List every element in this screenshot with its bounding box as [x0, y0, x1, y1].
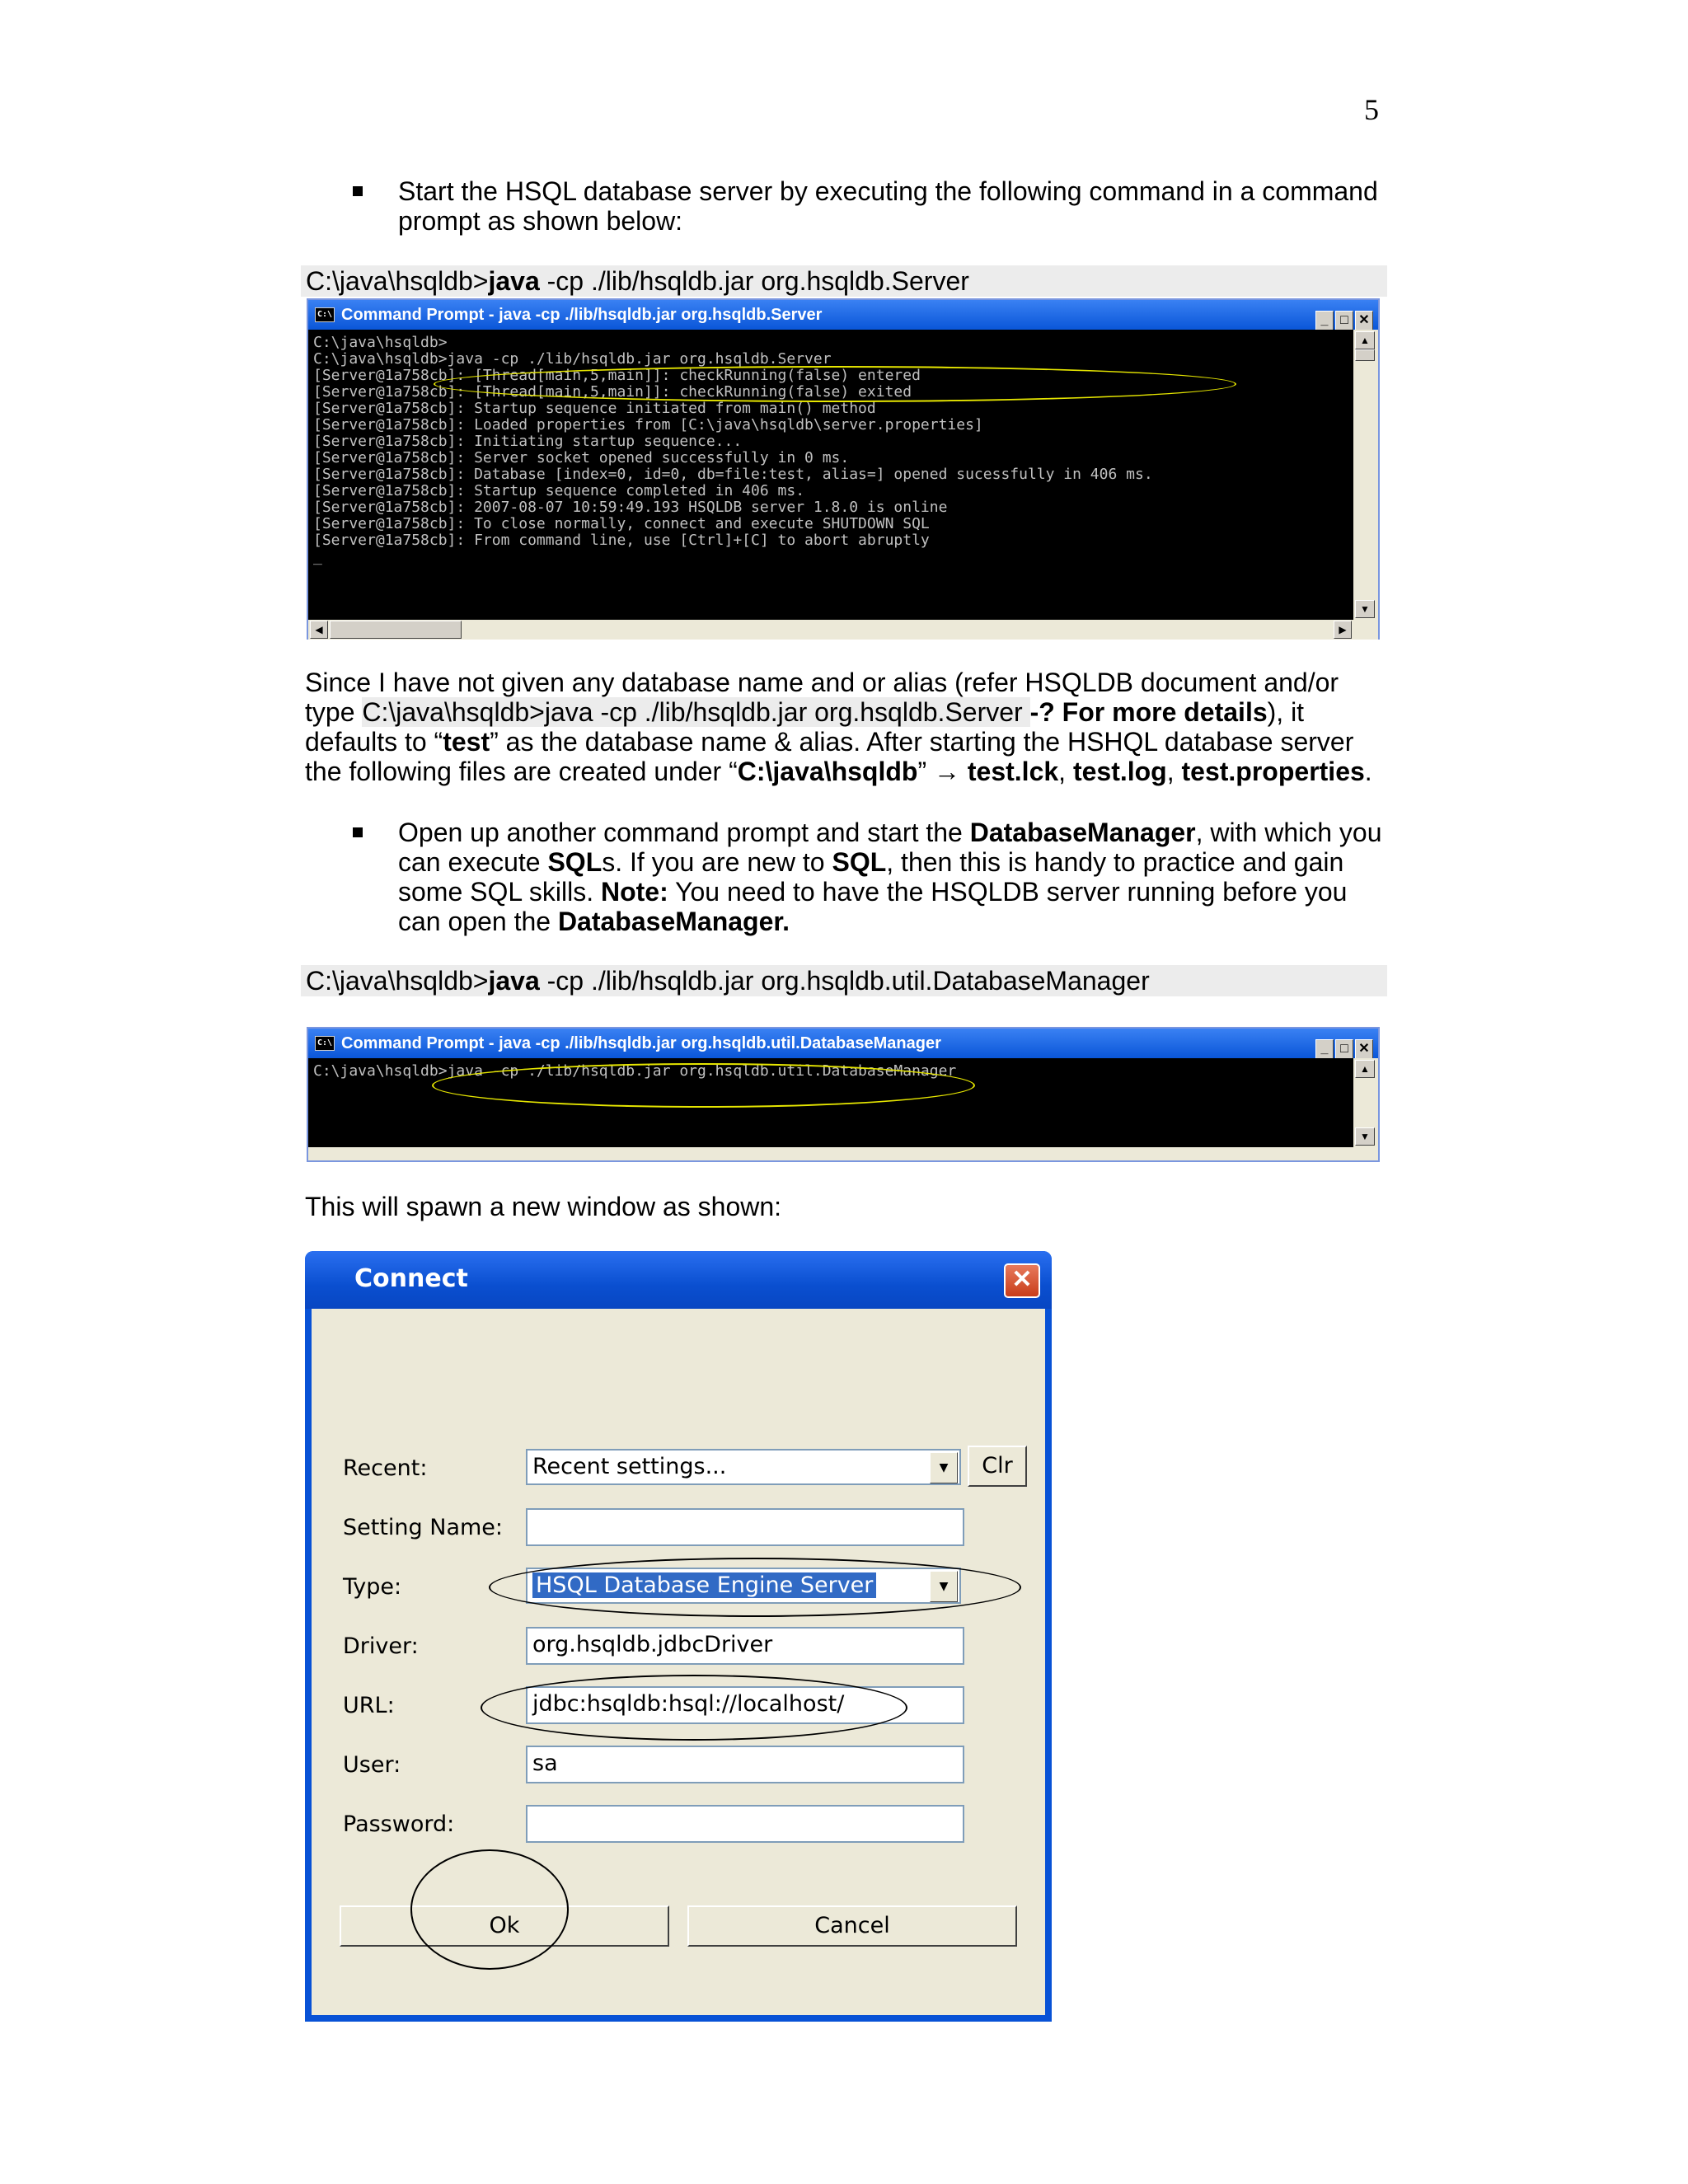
console-line: C:\java\hsqldb>java -cp ./lib/hsqldb.jar org.hsqldb.Server	[313, 350, 832, 368]
bullet-text: Start the HSQL database server by executing the following command in a command prompt as shown below:	[398, 176, 1378, 236]
console-line: [Server@1a758cb]: Initiating startup sequence...	[313, 433, 743, 450]
command-args: -cp ./lib/hsqldb.jar org.hsqldb.Server	[539, 266, 969, 296]
console-icon: C:\	[315, 1036, 335, 1051]
scroll-up-icon[interactable]: ▲	[1355, 331, 1375, 349]
maximize-button[interactable]: □	[1335, 1039, 1353, 1058]
command-prompt-window-manager	[307, 1027, 1380, 1162]
bullet-bold: DatabaseManager.	[557, 907, 790, 936]
window-title: Command Prompt - java -cp ./lib/hsqldb.jar org.hsqldb.Server	[341, 306, 823, 324]
horizontal-scrollbar[interactable]	[308, 1147, 1378, 1160]
highlight-oval	[432, 1063, 975, 1108]
scroll-down-icon[interactable]: ▼	[1355, 600, 1375, 618]
console-line: C:\java\hsqldb>	[313, 334, 448, 351]
bullet-bold: DatabaseManager	[969, 818, 1196, 847]
close-button[interactable]: ✕	[1004, 1263, 1040, 1298]
para-text: .	[1364, 757, 1372, 786]
ok-button[interactable]: Ok	[340, 1905, 669, 1947]
ok-highlight-oval	[410, 1849, 569, 1970]
dialog-body	[312, 1309, 1045, 2015]
console-icon: C:\	[315, 307, 335, 322]
password-input[interactable]	[526, 1805, 964, 1843]
chevron-down-icon[interactable]: ▼	[930, 1571, 958, 1602]
command-keyword: java	[488, 966, 540, 996]
user-label: User:	[343, 1752, 401, 1778]
highlight-oval	[434, 366, 1236, 402]
scroll-left-icon[interactable]: ◀	[310, 621, 328, 639]
window-titlebar	[308, 300, 1378, 330]
setting-name-label: Setting Name:	[343, 1515, 504, 1540]
para-bold: test	[443, 727, 490, 757]
command-args: -cp ./lib/hsqldb.jar org.hsqldb.util.DatabaseManager	[539, 966, 1150, 996]
arrow-icon: ” →	[917, 757, 968, 786]
para-text: ” as the database name & alias. After starting the HSHQL database server the following files are created under “	[305, 727, 1354, 786]
console-line: _	[313, 548, 322, 565]
scroll-right-icon[interactable]: ▶	[1334, 621, 1352, 639]
recent-select[interactable]	[526, 1449, 961, 1485]
minimize-button[interactable]: _	[1315, 1039, 1334, 1058]
type-value: HSQL Database Engine Server	[532, 1572, 876, 1598]
bullet-part: Open up another command prompt and start the	[398, 818, 970, 847]
maximize-button[interactable]: □	[1335, 311, 1353, 330]
bullet-bold: SQL	[547, 847, 603, 877]
console-line: [Server@1a758cb]: 2007-08-07 10:59:49.193 HSQLDB server 1.8.0 is online	[313, 499, 948, 516]
cancel-button[interactable]: Cancel	[687, 1905, 1017, 1947]
url-label: URL:	[343, 1693, 395, 1718]
bullet-part: , with which you can execute	[398, 818, 1382, 877]
command-line-database-manager	[301, 965, 1387, 996]
console-line: [Server@1a758cb]: To close normally, connect and execute SHUTDOWN SQL	[313, 515, 930, 532]
inline-command: C:\java\hsqldb>java -cp ./lib/hsqldb.jar org.hsqldb.Server	[362, 697, 1030, 727]
chevron-down-icon[interactable]: ▼	[930, 1452, 958, 1483]
console-line: [Server@1a758cb]: Startup sequence completed in 406 ms.	[313, 482, 805, 499]
bullet-item-start-server	[353, 176, 1391, 236]
para-text: Since I have not given any database name and or alias (refer HSQLDB document and/or type	[305, 668, 1339, 727]
type-label: Type:	[343, 1574, 402, 1600]
driver-label: Driver:	[343, 1633, 419, 1659]
driver-input[interactable]: org.hsqldb.jdbcDriver	[526, 1627, 964, 1665]
vertical-scrollbar[interactable]	[1353, 1058, 1378, 1147]
bullet-square-icon	[353, 827, 363, 837]
para-text: ,	[1058, 757, 1073, 786]
bullet-part: s. If you are new to	[602, 847, 832, 877]
command-prefix: C:\java\hsqldb>	[306, 966, 489, 996]
explanation-paragraph	[305, 668, 1393, 786]
scroll-up-icon[interactable]: ▲	[1355, 1060, 1375, 1078]
page-number: 5	[1364, 93, 1379, 126]
clr-button[interactable]: Clr	[968, 1446, 1027, 1487]
para-text: ,	[1166, 757, 1182, 786]
bullet-bold: Note:	[600, 877, 668, 907]
type-highlight-oval	[489, 1558, 1021, 1617]
scroll-down-icon[interactable]: ▼	[1355, 1127, 1375, 1146]
bullet-item-database-manager	[353, 818, 1391, 936]
console-line: C:\java\hsqldb>java -cp ./lib/hsqldb.jar org.hsqldb.util.DatabaseManager	[313, 1062, 957, 1080]
url-input[interactable]: jdbc:hsqldb:hsql://localhost/	[526, 1686, 964, 1724]
para-bold: C:\java\hsqldb	[737, 757, 918, 786]
close-button[interactable]: ✕	[1355, 311, 1373, 330]
command-keyword: java	[488, 266, 540, 296]
close-button[interactable]: ✕	[1355, 1039, 1373, 1058]
para-text: ), it defaults to “	[305, 697, 1305, 757]
bullet-text	[398, 818, 1391, 936]
user-input[interactable]: sa	[526, 1746, 964, 1783]
connect-dialog	[305, 1251, 1052, 2022]
command-prompt-window-server	[307, 298, 1380, 640]
console-line: [Server@1a758cb]: Loaded properties from [C:\java\hsqldb\server.properties]	[313, 416, 983, 434]
recent-value: Recent settings...	[532, 1454, 727, 1479]
recent-label: Recent:	[343, 1455, 428, 1481]
spawn-window-text: This will spawn a new window as shown:	[305, 1192, 782, 1221]
console-line: [Server@1a758cb]: [Thread[main,5,main]]: checkRunning(false) entered	[313, 367, 921, 384]
console-line: [Server@1a758cb]: Database [index=0, id=0, db=file:test, alias=] opened sucessfully in 406 ms.	[313, 466, 1153, 483]
console-line: [Server@1a758cb]: Server socket opened successfully in 0 ms.	[313, 449, 850, 466]
window-titlebar	[308, 1029, 1378, 1058]
horizontal-scrollbar[interactable]	[308, 620, 1378, 640]
minimize-button[interactable]: _	[1315, 311, 1334, 330]
bullet-bold: SQL	[832, 847, 887, 877]
console-line: [Server@1a758cb]: From command line, use [Ctrl]+[C] to abort abruptly	[313, 532, 930, 549]
password-label: Password:	[343, 1811, 455, 1837]
console-line: [Server@1a758cb]: Startup sequence initiated from main() method	[313, 400, 876, 417]
dialog-title: Connect	[354, 1264, 468, 1293]
bullet-part: You need to have the HSQLDB server running before you can open the	[398, 877, 1348, 936]
para-bold: test.properties	[1181, 757, 1365, 786]
para-bold: test.log	[1072, 757, 1167, 786]
para-bold: -? For more details	[1029, 697, 1268, 727]
scroll-thumb[interactable]	[1355, 349, 1375, 361]
command-prefix: C:\java\hsqldb>	[306, 266, 489, 296]
scroll-thumb-horizontal[interactable]	[330, 621, 462, 639]
setting-name-input[interactable]	[526, 1508, 964, 1546]
dialog-titlebar	[305, 1251, 1052, 1309]
bullet-part: , then this is handy to practice and gain some SQL skills.	[398, 847, 1344, 907]
command-line-server	[301, 265, 1387, 297]
bullet-square-icon	[353, 186, 363, 196]
para-bold: test.lck	[967, 757, 1059, 786]
console-line: [Server@1a758cb]: [Thread[main,5,main]]: checkRunning(false) exited	[313, 383, 912, 401]
window-title: Command Prompt - java -cp ./lib/hsqldb.jar org.hsqldb.util.DatabaseManager	[341, 1034, 941, 1052]
vertical-scrollbar[interactable]	[1353, 330, 1378, 620]
url-highlight-oval	[481, 1675, 907, 1741]
